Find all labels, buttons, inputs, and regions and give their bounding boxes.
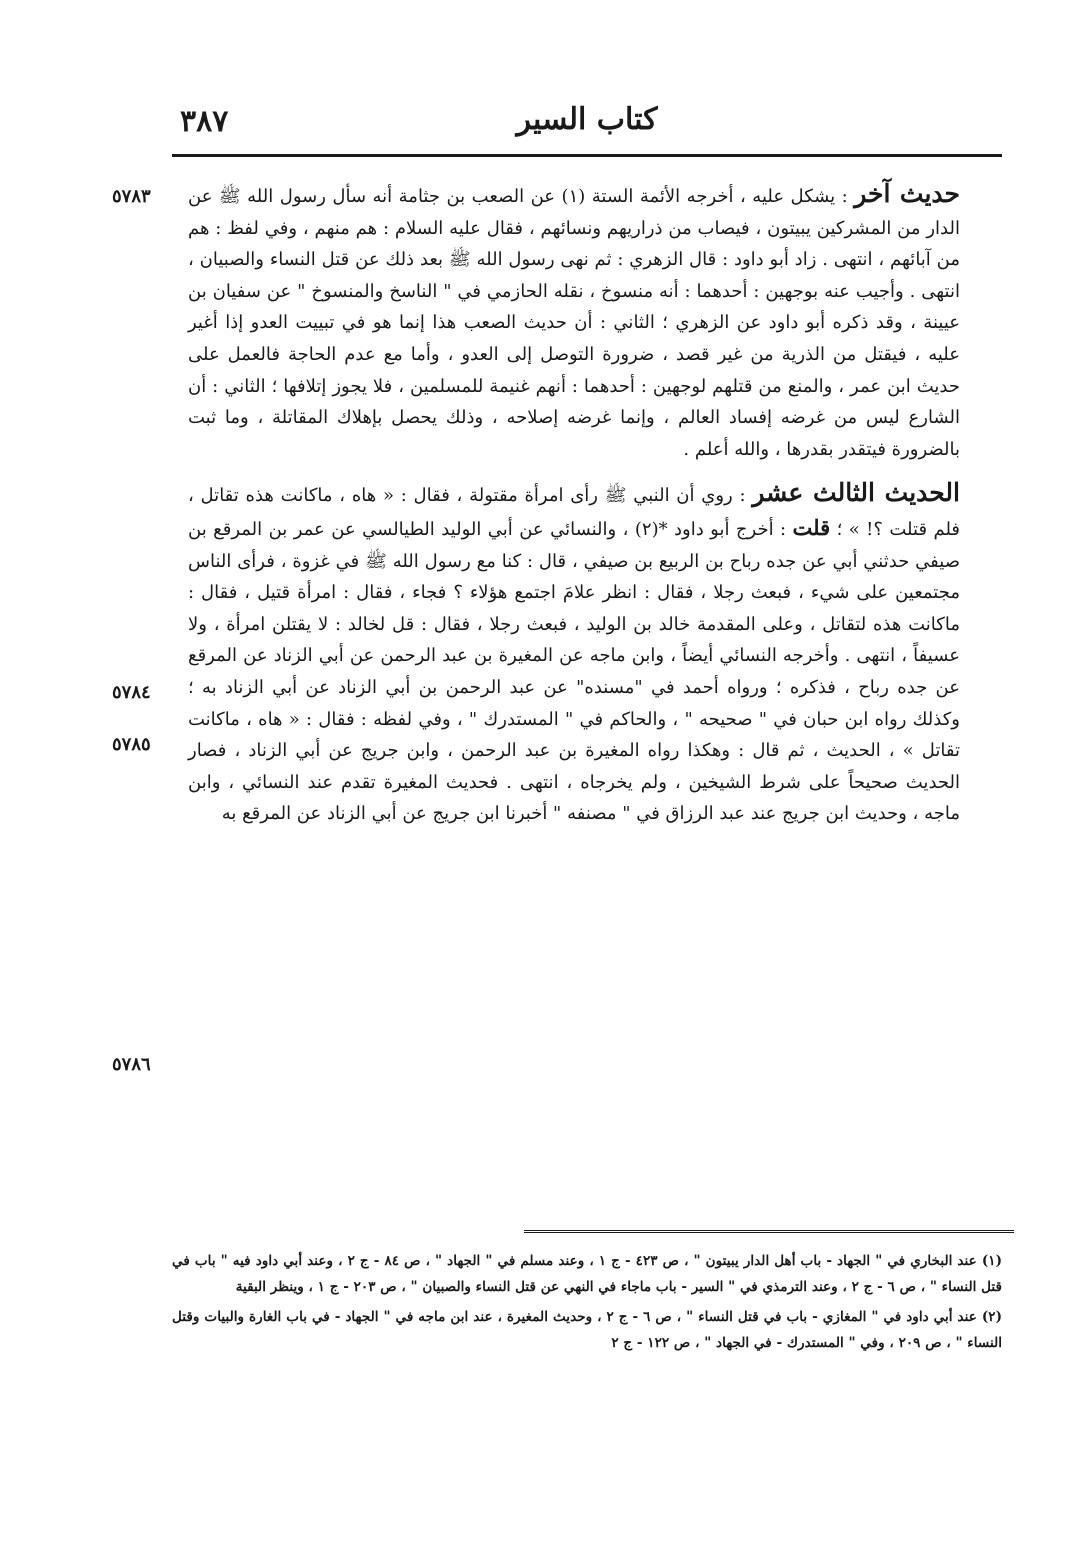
- main-text: [188, 178, 960, 836]
- page-header: [172, 98, 1002, 154]
- paragraph-hadith-13: [188, 477, 960, 830]
- footnote-1: (١) عند البخاري في " الجهاد - باب أهل الدار يبيتون " ، ص ٤٢٣ - ج ١ ، وعند مسلم في " الجهاد " ، ص ٨٤ - ج ٢ ، وعند أبي داود فيه " باب في قتل النساء " ، ص ٦ - ج ٢ ، وعند الترمذي في " السير - باب ماجاء في النهي عن قتل النساء والصبيان " ، ص ٢٠٣ - ج ١ ، وينظر البقية: [172, 1253, 1002, 1295]
- paragraph-text: : أخرج أبو داود *(٢) ، والنسائي عن أبي الوليد الطيالسي عن عمر بن المرقع بن صيفي حدثني أبي عن جده رباح بن الربيع بن صيفي ، قال : كنا مع رسول الله ﷺ في غزوة ، فرأى الناس مجتمعين على شيء ، فبعث رجلا ، فقال : انظر علامَ اجتمع هؤلاء ؟ فجاء ، فقال : امرأة قتيل ، فقال : ماكانت هذه لتقاتل ، وعلى المقدمة خالد بن الوليد ، فبعث رجلا ، فقال : قل لخالد : لا يقتلن امرأة ، ولا عسيفاً ، انتهى . وأخرجه النسائي أيضاً ، وابن ماجه عن المغيرة بن عبد الرحمن عن أبي الزناد عن المرقع عن جده رباح ، فذكره ؛ ورواه أحمد في "مسنده" عن عبد الرحمن بن أبي الزناد عن أبي الزناد به ؛ وكذلك رواه ابن حبان في " صحيحه " ، والحاكم في " المستدرك " ، وفي لفظه : فقال : « هاه ، ماكانت تقاتل » ، الحديث ، ثم قال : وهكذا رواه المغيرة بن عبد الرحمن ، وابن جريج عن أبي الزناد ، فصار الحديث صحيحاً على شرط الشيخين ، ولم يخرجاه ، انتهى . فحديث المغيرة تقدم عند النسائي ، وابن ماجه ، وحديث ابن جريج عند عبد الرزاق في " مصنفه " أخبرنا ابن جريج عن أبي الزناد عن المرقع به: [188, 518, 960, 825]
- header-rule: [172, 154, 1002, 157]
- page-number: ٣٨٧: [180, 104, 229, 139]
- paragraph-hadith-akhar: [188, 178, 960, 465]
- hadith-number: ٥٧٨٦: [112, 1054, 151, 1075]
- paragraph-text: : روي أن النبي ﷺ رأى امرأة مقتولة ، فقال : « هاه ، ماكانت هذه تقاتل ، فلم قتلت ؟! » ؛: [188, 485, 961, 540]
- paragraph-text: : يشكل عليه ، أخرجه الأئمة الستة (١) عن الصعب بن جثامة أنه سأل رسول الله ﷺ عن الدار من المشركين يبيتون ، فيصاب من ذراريهم ونسائهم ، فقال عليه السلام : هم منهم ، وفي لفظ : هم من آبائهم ، انتهى . زاد أبو داود : قال الزهري : ثم نهى رسول الله ﷺ بعد ذلك عن قتل النساء والصبيان ، انتهى . وأجيب عنه بوجهين : أحدهما : أنه منسوخ ، نقله الحازمي في " الناسخ والمنسوخ " عن سفيان بن عيينة ، وقد ذكره أبو داود عن الزهري ؛ الثاني : أن حديث الصعب هذا إنما هو في تبييت العدو إذا أغير عليه ، فيقتل من الذرية من غير قصد ، ضرورة التوصل إلى العدو ، وأما مع عدم الحاجة فالعمل على حديث ابن عمر ، والمنع من قتلهم لوجهين : أحدهما : أنهم غنيمة للمسلمين ، فلا يجوز إتلافها ؛ الثاني : أن الشارع ليس من غرضه إفساد العالم ، وإنما غرضه إصلاحه ، وذلك يحصل بإهلاك المقاتلة ، وما ثبت بالضرورة فيتقدر بقدرها ، والله أعلم .: [188, 186, 960, 460]
- footnote-rule: [524, 1230, 1014, 1233]
- section-lead: حديث آخر: [854, 179, 960, 208]
- footnote-2: (٢) عند أبي داود في " المغازي - باب في قتل النساء " ، ص ٦ - ج ٢ ، وحديث المغيرة ، عند ابن ماجه في " الجهاد - في باب الغارة والبيات وقتل النساء " ، ص ٢٠٩ ، وفي " المستدرك - في الجهاد " ، ص ١٢٢ - ج ٢: [172, 1309, 1003, 1351]
- hadith-number: ٥٧٨٤: [112, 682, 151, 703]
- qult-label: قلت: [792, 514, 831, 540]
- hadith-number: ٥٧٨٣: [112, 186, 151, 207]
- hadith-number: ٥٧٨٥: [112, 734, 151, 755]
- running-title: كتاب السير: [516, 102, 658, 137]
- footnotes: [172, 1248, 1002, 1360]
- section-lead: الحديث الثالث عشر: [752, 478, 960, 508]
